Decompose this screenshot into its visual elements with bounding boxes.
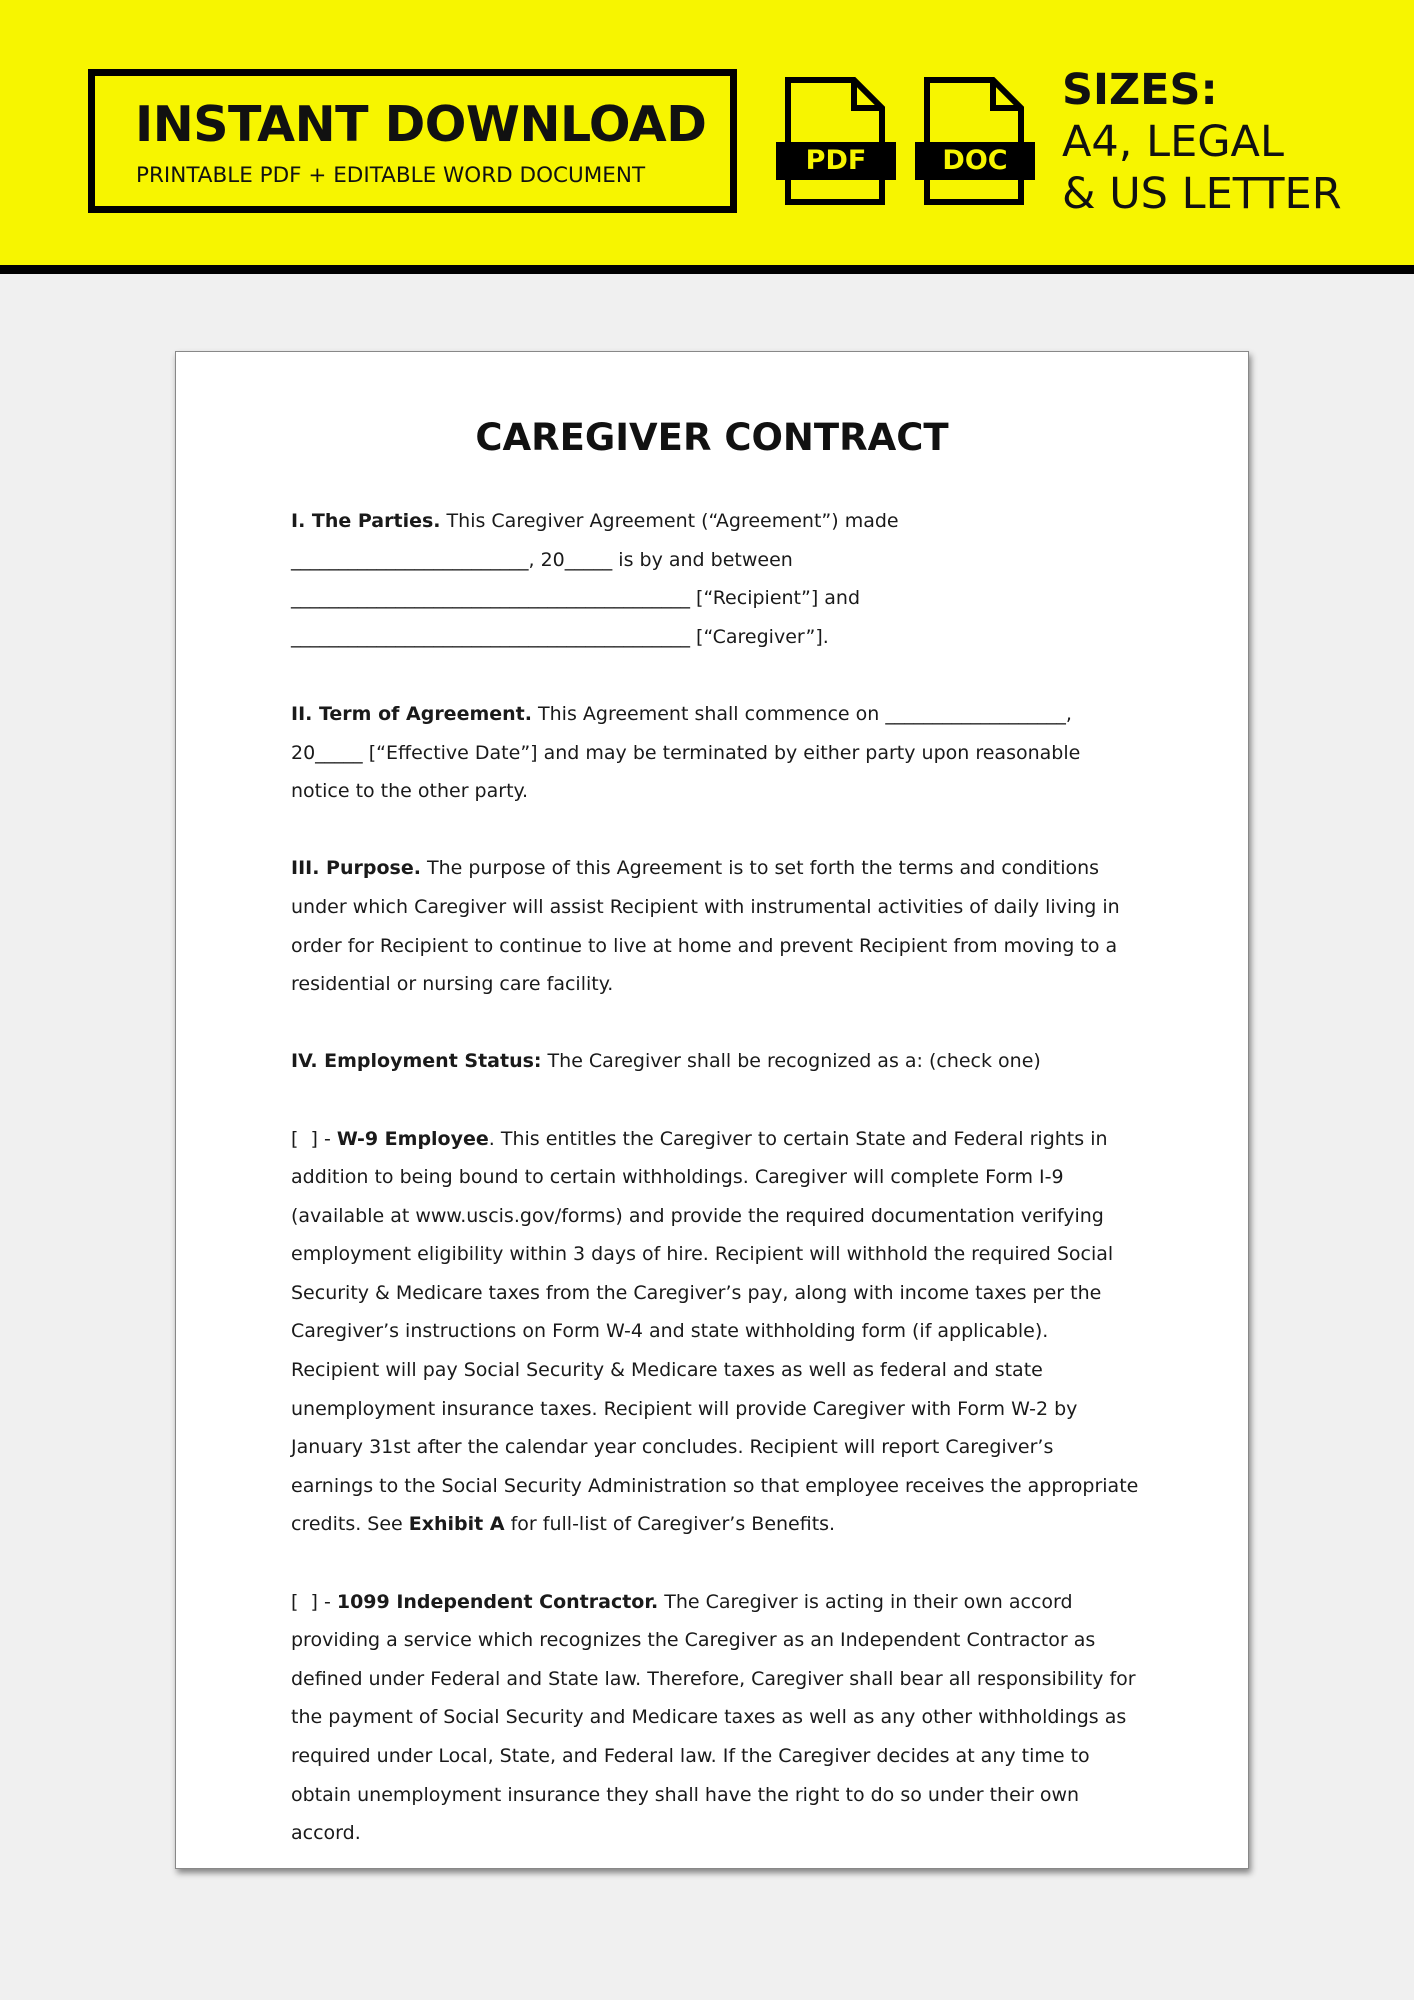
document-title: CAREGIVER CONTRACT	[475, 416, 949, 459]
pdf-file-icon	[776, 76, 896, 206]
promo-headline: INSTANT DOWNLOAD	[135, 96, 707, 153]
section-text: This Agreement shall commence on ___________________, 20_____ [“Effective Date”] and may be terminated by either party upon reasonable notice to the other party.	[291, 702, 1081, 803]
pdf-label: PDF	[805, 145, 867, 176]
section-employment-status	[291, 1042, 1141, 1081]
option-text: The Caregiver is acting in their own accord providing a service which recognizes the Caregiver as an Independent Contractor as defined under Federal and State law. Therefore, Caregiver shall bear all responsibility for the payment of Social Security and Medicare taxes as well as any other withholdings as required under Local, State, and Federal law. If the Caregiver decides at any time to obtain unemployment insurance they shall have the right to do so under their own accord.	[291, 1590, 1136, 1845]
section-heading: IV. Employment Status:	[291, 1050, 542, 1073]
promo-banner	[0, 0, 1414, 274]
sizes-title: SIZES:	[1062, 65, 1218, 115]
sizes-line-1: A4, LEGAL	[1062, 117, 1284, 167]
section-text: The purpose of this Agreement is to set forth the terms and conditions under which Caregiver will assist Recipient with instrumental activities of daily living in order for Recipient to continue to live at home and prevent Recipient from moving to a residential or nursing care facility.	[291, 857, 1120, 996]
checkbox-1099[interactable]: [ ] -	[291, 1590, 337, 1613]
document-body	[291, 502, 1141, 1891]
option-text: . This entitles the Caregiver to certain State and Federal rights in addition to being bound to certain withholdings. Caregiver will complete Form I-9 (available at www.uscis.gov/forms) and provide the required documentation verifying employment eligibility within 3 days of hire. Recipient will withhold the required Social Security & Medicare taxes from the Caregiver’s pay, along with income taxes per the Caregiver’s instructions on Form W-4 and state withholding form (if applicable). Recipient will pay Social Security & Medicare taxes as well as federal and state unemployment insurance taxes. Recipient will provide Caregiver with Form W-2 by January 31st after the calendar year concludes. Recipient will report Caregiver’s earnings to the Social Security Administration so that employee receives the appropriate credits. See	[291, 1127, 1139, 1536]
section-heading: III. Purpose.	[291, 857, 421, 880]
section-term	[291, 695, 1141, 811]
checkbox-w9[interactable]: [ ] -	[291, 1127, 337, 1150]
sizes-line-2: & US LETTER	[1062, 169, 1342, 219]
promo-subline: PRINTABLE PDF + EDITABLE WORD DOCUMENT	[136, 163, 646, 188]
doc-label: DOC	[942, 145, 1008, 176]
document-page	[175, 351, 1249, 1869]
option-heading: W-9 Employee	[336, 1127, 489, 1150]
option-w9-employee	[291, 1120, 1141, 1545]
sizes-info	[1062, 64, 1342, 220]
section-parties	[291, 502, 1141, 656]
section-heading: I. The Parties.	[291, 510, 441, 532]
section-text: This Caregiver Agreement (“Agreement”) made _________________________, 20_____ is by and between __________________________________________ [“Recipient”] and __________________________________________ [“Caregiver”].	[291, 510, 899, 648]
option-heading: 1099 Independent Contractor.	[336, 1590, 659, 1613]
option-1099-contractor	[291, 1583, 1141, 1853]
section-purpose	[291, 849, 1141, 1003]
section-heading: II. Term of Agreement.	[291, 702, 532, 725]
doc-file-icon	[915, 76, 1035, 206]
section-text: The Caregiver shall be recognized as a: (check one)	[541, 1050, 1041, 1073]
exhibit-reference: Exhibit A	[408, 1513, 505, 1536]
option-text-tail: for full-list of Caregiver’s Benefits.	[504, 1513, 836, 1536]
instant-download-box	[88, 69, 737, 213]
